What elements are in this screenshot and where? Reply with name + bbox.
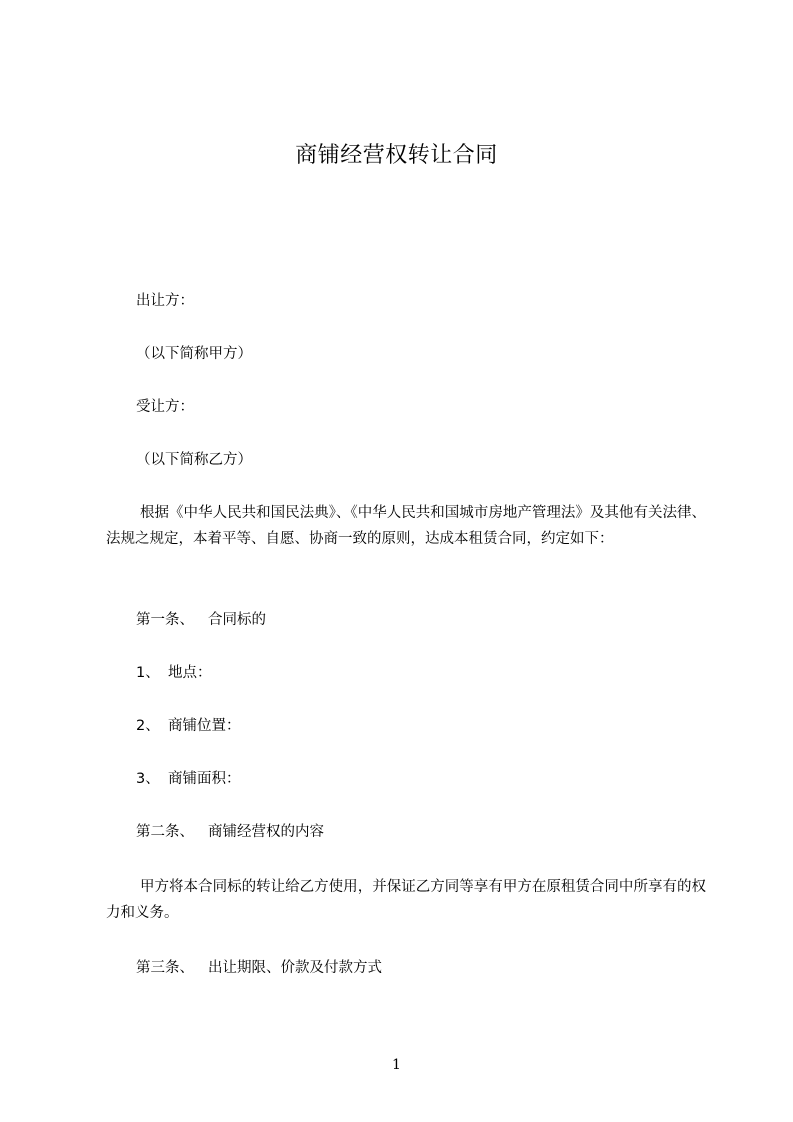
item-text: 商铺位置： [168,718,241,734]
article-2-number: 第二条、 [136,824,194,840]
article-3-number: 第三条、 [136,960,194,976]
item-number: 1、 [136,665,160,681]
item-text: 商铺面积： [168,771,241,787]
preamble-paragraph: 根据《中华人民共和国民法典》、《中华人民共和国城市房地产管理法》及其他有关法律、法规之规定，本着平等、自愿、协商一致的原则，达成本租赁合同，约定如下： [106,505,706,547]
page-number: 1 [392,1057,401,1073]
article-1-number: 第一条、 [136,612,194,628]
transferee-note: （以下简称乙方） [136,452,252,468]
transferor-note: （以下简称甲方） [136,346,252,362]
item-number: 3、 [136,771,160,787]
article-3-title: 出让期限、价款及付款方式 [208,960,382,976]
article-2-title: 商铺经营权的内容 [208,824,324,840]
article-1-title: 合同标的 [208,612,266,628]
article-3-heading [136,958,382,978]
document-title: 商铺经营权转让合同 [295,143,498,168]
article-2-body: 甲方将本合同标的转让给乙方使用，并保证乙方同等享有甲方在原租赁合同中所享有的权力和义务。 [106,879,706,921]
transferee-label: 受让方： [136,399,194,415]
item-text: 地点： [168,665,212,681]
article-1-heading [136,610,266,630]
article-2-heading [136,822,324,842]
item-number: 2、 [136,718,160,734]
transferor-label: 出让方： [136,293,194,309]
article-1-item [136,716,241,736]
article-1-item [136,769,241,789]
article-1-item [136,663,212,683]
